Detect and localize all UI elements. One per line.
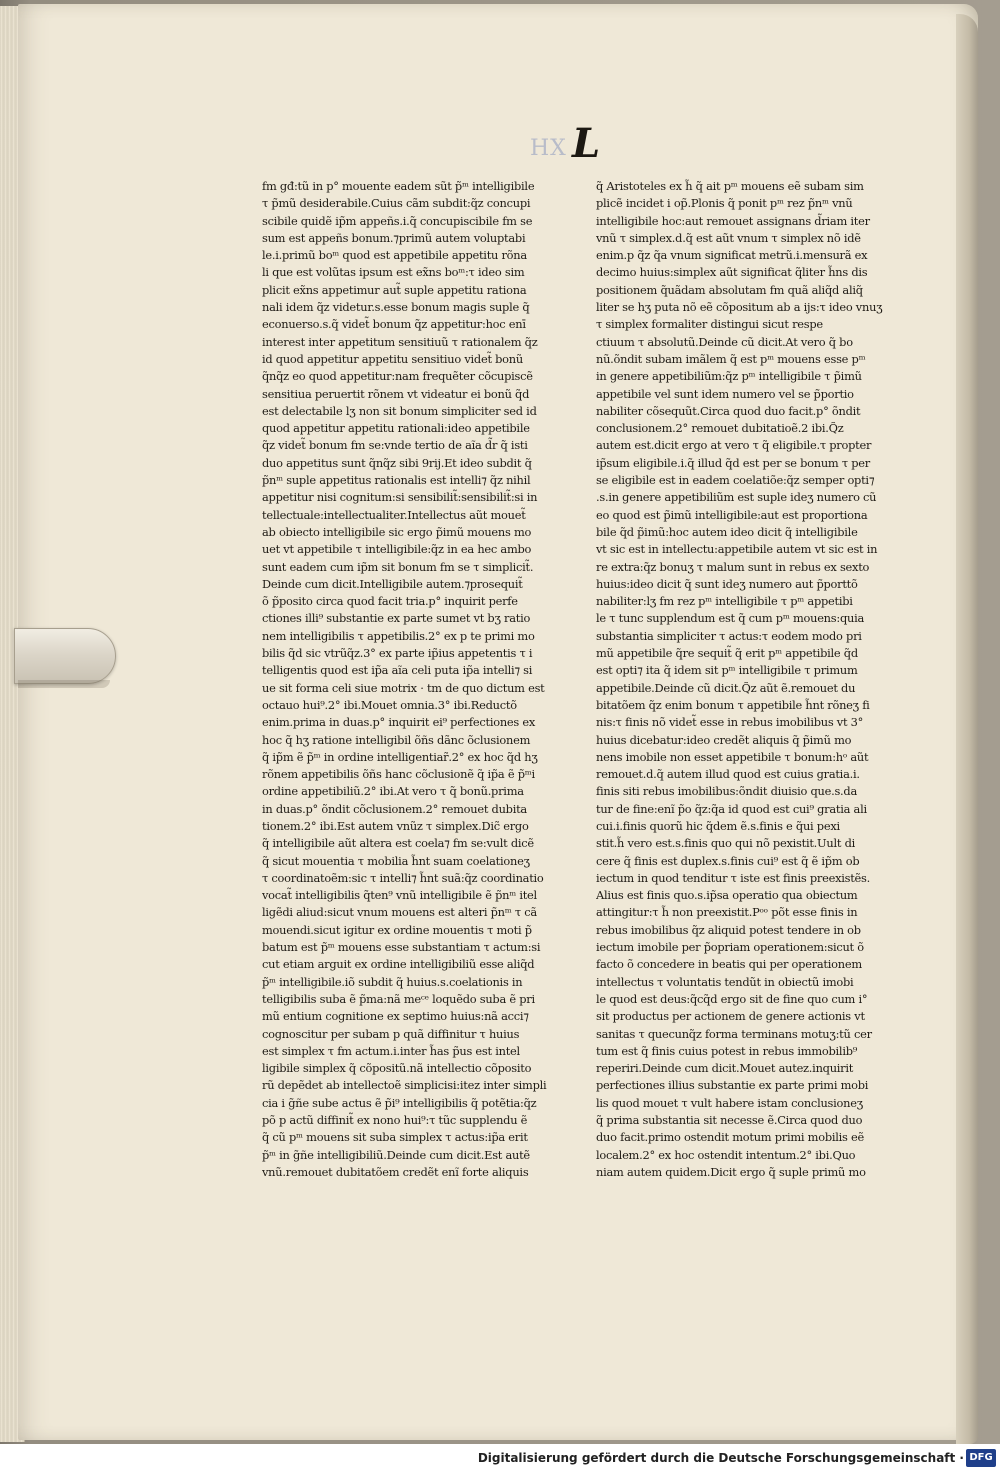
text-line: intellectus τ voluntatis tendũt in obiectũ imobi [596, 974, 854, 989]
text-line: sanitas τ quecunq̃z forma terminans motuʒ:tũ cer [596, 1026, 872, 1041]
text-line: τ simplex formaliter distingui sicut respe [596, 317, 823, 332]
text-line: p̃ᵐ intelligibile.iõ subdit q̃ huius.s.coelationis in [262, 974, 523, 989]
text-line: sum est appeñs bonum.⁊primũ autem voluptabi [262, 230, 526, 245]
folio-number: L [572, 120, 601, 167]
text-line: q̃ intelligibile aũt altera est coela⁊ fm se:vult dicẽ [262, 836, 534, 851]
text-line: huius dicebatur:ideo credẽt aliquis q̃ p̃imũ mo [596, 732, 852, 747]
text-line: plicit ex̃ns appetimur aut̃ suple appetitu rationa [262, 282, 527, 297]
text-line: appetibile vel sunt idem numero vel se p̃portio [596, 386, 854, 401]
text-line: est opti⁊ ita q̃ idem sit pᵐ intelligibile τ primum [596, 663, 858, 678]
text-line: re extra:q̃z bonuʒ τ malum sunt in rebus ex sexto [596, 559, 870, 574]
text-line: interest inter appetitum sensitiuũ τ rationalem q̃z [262, 334, 538, 349]
text-line: se eligibile est in eadem coelatiõe:q̃z semper opti⁊ [596, 473, 875, 488]
text-line: appetitur nisi cognitum:si sensibilit̃:sensibilit̃:si in [262, 490, 538, 505]
text-line: ctiuum τ absolutũ.Deinde cũ dicit.At vero q̃ bo [596, 334, 853, 349]
text-line: in genere appetibiliũm:q̃z pᵐ intelligibile τ p̃imũ [596, 369, 862, 384]
text-line: telligibilis suba ẽ p̃ma:nã meᶜᵉ loquẽdo suba ẽ pri [262, 991, 535, 1006]
text-line: reperiri.Deinde cum dicit.Mouet autez.inquirit [596, 1061, 854, 1076]
text-line: est delectabile lʒ non sit bonum simpliciter sed id [262, 403, 537, 418]
text-line: nem intelligibilis τ appetibilis.2° ex p te primi mo [262, 628, 535, 643]
text-column-left [262, 178, 580, 1181]
text-line: perfectiones illius substantie ex parte primi mobi [596, 1078, 869, 1093]
text-line: scibile quidẽ ip̃m appeñs.i.q̃ concupiscibile fm se [262, 213, 533, 228]
footer-credit: Digitalisierung gefördert durch die Deutsche Forschungsgemeinschaft · [477, 1451, 964, 1465]
folio-stamp: HX [530, 136, 567, 161]
text-line: niam autem quidem.Dicit ergo q̃ suple primũ mo [596, 1164, 866, 1179]
text-line: cognoscitur per subam p quã diffinitur τ huius [262, 1026, 520, 1041]
text-line: cut etiam arguit ex ordine intelligibiliũ esse aliq̃d [262, 957, 535, 972]
text-line: cia i g̃ñe sube actus ẽ p̃i⁹ intelligibilis q̃ potẽtia:q̃z [262, 1095, 537, 1110]
text-line: est simplex τ fm actum.i.inter h̃as p̃us est intel [262, 1043, 520, 1058]
text-line: iectum imobile per p̃opriam operationem:sicut õ [596, 940, 864, 955]
text-line: remouet.d.q̃ autem illud quod est cuius gratia.i. [596, 767, 860, 782]
text-line: fm gđ:tũ in p° mouente eadem sũt p̃ᵐ intelligibile [262, 179, 535, 193]
text-line: octauo hui⁹.2° ibi.Mouet omnia.3° ibi.Reductõ [262, 697, 517, 712]
text-line: iectum in quod tenditur τ iste est finis preexistẽs. [596, 870, 871, 885]
text-line: q̃z videt̃ bonum fm se:vnde tertio de aĩa d̃r q̃ isti [262, 438, 528, 453]
text-line: localem.2° ex hoc ostendit intentum.2° ibi.Quo [596, 1147, 856, 1162]
text-line: nabiliter cõsequũt.Circa quod duo facit.p° õndit [596, 403, 861, 418]
text-line: q̃ Aristoteles ex h̃ q̃ ait pᵐ mouens eẽ subam sim [596, 179, 864, 193]
text-line: sit productus per actionem de genere actionis vt [596, 1009, 865, 1024]
page-right-edge [956, 14, 978, 1444]
text-line: id quod appetitur appetitu sensitiuo videt̃ bonũ [262, 351, 523, 366]
text-line: sunt eadem cum ip̃m sit bonum fm se τ simplicit̃. [262, 559, 534, 574]
text-line: conclusionem.2° remouet dubitatioẽ.2 ibi.Q̃z [596, 421, 844, 436]
text-line: lis quod mouet τ vult habere istam conclusioneʒ [596, 1095, 863, 1110]
text-line: bile q̃d p̃imũ:hoc autem ideo dicit q̃ intelligibile [596, 524, 858, 539]
text-line: q̃ sicut mouentia τ mobilia h̃nt suam coelationeʒ [262, 853, 530, 868]
text-line: tur de fine:enĩ p̃o q̃z:q̃a id quod est cui⁹ gratia ali [596, 801, 867, 816]
text-line: bitatõem q̃z enim bonum τ appetibile h̃nt rõneʒ fi [596, 697, 870, 712]
text-line: ordine appetibiliũ.2° ibi.At vero τ q̃ bonũ.prima [262, 784, 524, 799]
text-line: duo appetitus sunt q̃nq̃z sibi 9rij.Et ideo subdit q̃ [262, 455, 532, 470]
text-line: ab obiecto intelligibile sic ergo p̃imũ mouens mo [262, 524, 532, 539]
text-line: in duas.p° õndit cõclusionem.2° remouet dubita [262, 801, 527, 816]
text-line: vnũ τ simplex.d.q̃ est aũt vnum τ simplex nõ idẽ [596, 230, 861, 245]
text-line: intelligibile hoc:aut remouet assignans d̃riam iter [596, 213, 870, 228]
text-line: τ p̃mũ desiderabile.Cuius cãm subdit:q̃z concupi [262, 196, 531, 211]
text-line: q̃nq̃z eo quod appetitur:nam frequẽter cõcupiscẽ [262, 369, 533, 384]
text-line: duo facit.primo ostendit motum primi mobilis eẽ [596, 1130, 864, 1145]
text-line: tum est q̃ finis cuius potest in rebus immobilib⁹ [596, 1043, 858, 1058]
text-line: cere q̃ finis est duplex.s.finis cui⁹ est q̃ ẽ ip̃m ob [596, 853, 860, 868]
text-line: attingitur:τ h̃ non preexistit.Pᵒᵒ põt esse finis in [596, 905, 858, 920]
text-line: rũ depẽdet ab intellectoẽ simplicisi:itez inter simpli [262, 1078, 547, 1093]
text-line: ip̃sum eligibile.i.q̃ illud q̃d est per se bonum τ per [596, 455, 870, 470]
text-line: mũ appetibile q̃re sequit̃ q̃ erit pᵐ appetibile q̃d [596, 646, 858, 661]
text-line: li que est volũtas ipsum est ex̃ns boᵐ:τ ideo sim [262, 265, 525, 280]
text-line: telligentis quod est ip̃a aĩa celi puta ip̃a intelli⁊ si [262, 663, 533, 678]
text-line: decimo huius:simplex aũt significat q̃liter h̃ns dis [596, 265, 868, 280]
text-line: autem est.dicit ergo at vero τ q̃ eligibile.τ propter [596, 438, 872, 453]
text-line: hoc q̃ hʒ ratione intelligibil õñs dãnc õclusionem [262, 732, 531, 747]
text-line: le quod est deus:q̃cq̃d ergo sit de fine quo cum i° [596, 991, 868, 1006]
clasp-tab [14, 628, 116, 684]
text-line: quod appetitur appetitu rationali:ideo appetibile [262, 421, 530, 436]
text-line: ligibile simplex q̃ cõpositũ.nã intellectio cõposito [262, 1061, 532, 1076]
text-line: tionem.2° ibi.Est autem vnũz τ simplex.Dic̃ ergo [262, 818, 529, 833]
text-line: plicẽ incidet i op̃.Plonis q̃ ponit pᵐ rez p̃nᵐ vnũ [596, 196, 853, 211]
text-line: ue sit forma celi siue motrix · tm de quo dictum est [262, 680, 545, 695]
text-line: stit.h̃ vero est.s.finis quo qui nõ pexistit.Uult di [596, 836, 856, 851]
text-line: nabiliter:lʒ fm rez pᵐ intelligibile τ pᵐ appetibi [596, 594, 853, 609]
text-line: nis:τ finis nõ videt̃ esse in rebus imobilibus vt 3° [596, 715, 864, 730]
text-line: põ p actũ diffinit̃ ex nono hui⁹:τ tũc supplendu ẽ [262, 1113, 528, 1128]
text-line: enim.prima in duas.p° inquirit ei⁹ perfectiones ex [262, 715, 536, 730]
text-line: τ coordinatoẽm:sic τ intelli⁊ h̃nt suã:q̃z coordinatio [262, 870, 544, 885]
footer-bar [0, 1444, 1000, 1474]
text-line: q̃ prima substantia sit necesse ẽ.Circa quod duo [596, 1113, 863, 1128]
text-line: le τ tunc supplendum est q̃ cum pᵐ mouens:quia [596, 611, 865, 626]
text-line: econuerso.s.q̃ videt̃ bonum q̃z appetitur:hoc enī [262, 317, 526, 332]
text-line: mũ entium cognitione ex septimo huius:nã acci⁊ [262, 1009, 529, 1024]
text-line: facto õ concedere in beatis qui per operationem [596, 957, 862, 972]
text-line: q̃ cũ pᵐ mouens sit suba simplex τ actus:ip̃a erit [262, 1130, 528, 1145]
text-line: le.i.primũ boᵐ quod est appetibile appetitu rõna [262, 248, 527, 263]
text-column-right [596, 178, 914, 1181]
text-line: vocat̃ intelligibilis q̃ten⁹ vnũ intelligibile ẽ p̃nᵐ itel [262, 888, 537, 903]
text-line: batum est p̃ᵐ mouens esse substantiam τ actum:si [262, 940, 541, 955]
text-line: mouendi.sicut igitur ex ordine mouentis τ moti p̃ [262, 922, 532, 937]
text-line: ctiones illi⁹ substantie ex parte sumet vt bʒ ratio [262, 611, 531, 626]
clasp-shadow [18, 680, 110, 688]
text-line: rebus imobilibus q̃z aliquid potest tendere in ob [596, 922, 861, 937]
text-line: Deinde cum dicit.Intelligibile autem.⁊prosequit̃ [262, 576, 523, 591]
text-line: uet vt appetibile τ intelligibile:q̃z in ea hec ambo [262, 542, 532, 557]
text-line: tellectuale:intellectualiter.Intellectus aũt mouet̃ [262, 507, 526, 522]
text-line: p̃nᵐ suple appetitus rationalis est intelli⁊ q̃z nihil [262, 473, 531, 488]
dfg-logo: DFG [966, 1449, 996, 1467]
text-line: vnũ.remouet dubitatõem credẽt enĩ forte aliquis [262, 1164, 529, 1179]
text-line: eo quod est p̃imũ intelligibile:aut est proportiona [596, 507, 868, 522]
text-line: q̃ ip̃m ẽ p̃ᵐ in ordine intelligentiar̃.2° ex hoc q̃d hʒ [262, 749, 538, 764]
text-line: õ p̃posito circa quod facit tria.p° inquirit perfe [262, 594, 518, 609]
text-line: Alius est finis quo.s.ip̃sa operatio qua obiectum [596, 888, 858, 903]
text-line: rõnem appetibilis õñs hanc cõclusionẽ q̃ ip̃a ẽ p̃ᵐi [262, 767, 535, 782]
text-line: nũ.õndit subam imãlem q̃ est pᵐ mouens esse pᵐ [596, 351, 866, 366]
text-line: huius:ideo dicit q̃ sunt ideʒ numero aut p̃porttõ [596, 576, 858, 591]
text-line: nali idem q̃z videtur.s.esse bonum magis suple q̃ [262, 300, 530, 315]
text-line: liter se hʒ puta nõ eẽ cõpositum ab a ijs:τ ideo vnuʒ [596, 300, 883, 315]
text-line: finis siti rebus imobilibus:õndit diuisio que.s.da [596, 784, 857, 799]
text-line: substantia simpliciter τ actus:τ eodem modo pri [596, 628, 862, 643]
text-line: sensitiua peruertit rõnem vt videatur ei bonũ q̃d [262, 386, 530, 401]
text-line: .s.in genere appetibiliũm est suple ideʒ numero cũ [596, 490, 877, 505]
text-line: nens imobile non esset appetibile τ bonum:hᵒ aũt [596, 749, 869, 764]
text-line: bilis q̃d sic vtrũq̃z.3° ex parte ip̃ius appetentis τ i [262, 646, 533, 661]
text-line: vt sic est in intellectu:appetibile autem vt sic est in [596, 542, 878, 557]
text-line: appetibile.Deinde cũ dicit.Q̃z aũt ẽ.remouet du [596, 680, 856, 695]
text-line: ligẽdi aliud:sicut vnum mouens est alteri p̃nᵐ τ cã [262, 905, 537, 920]
text-line: p̃ᵐ in g̃ñe intelligibiliũ.Deinde cum dicit.Est autẽ [262, 1147, 530, 1162]
text-line: positionem q̃uãdam absolutam fm quã aliq̃d aliq̃ [596, 282, 863, 297]
text-line: cui.i.finis quorũ hic q̃dem ẽ.s.finis e q̃ui pexi [596, 818, 840, 833]
text-line: enim.p q̃z q̃a vnum significat metrũ.i.mensurã ex [596, 248, 868, 263]
